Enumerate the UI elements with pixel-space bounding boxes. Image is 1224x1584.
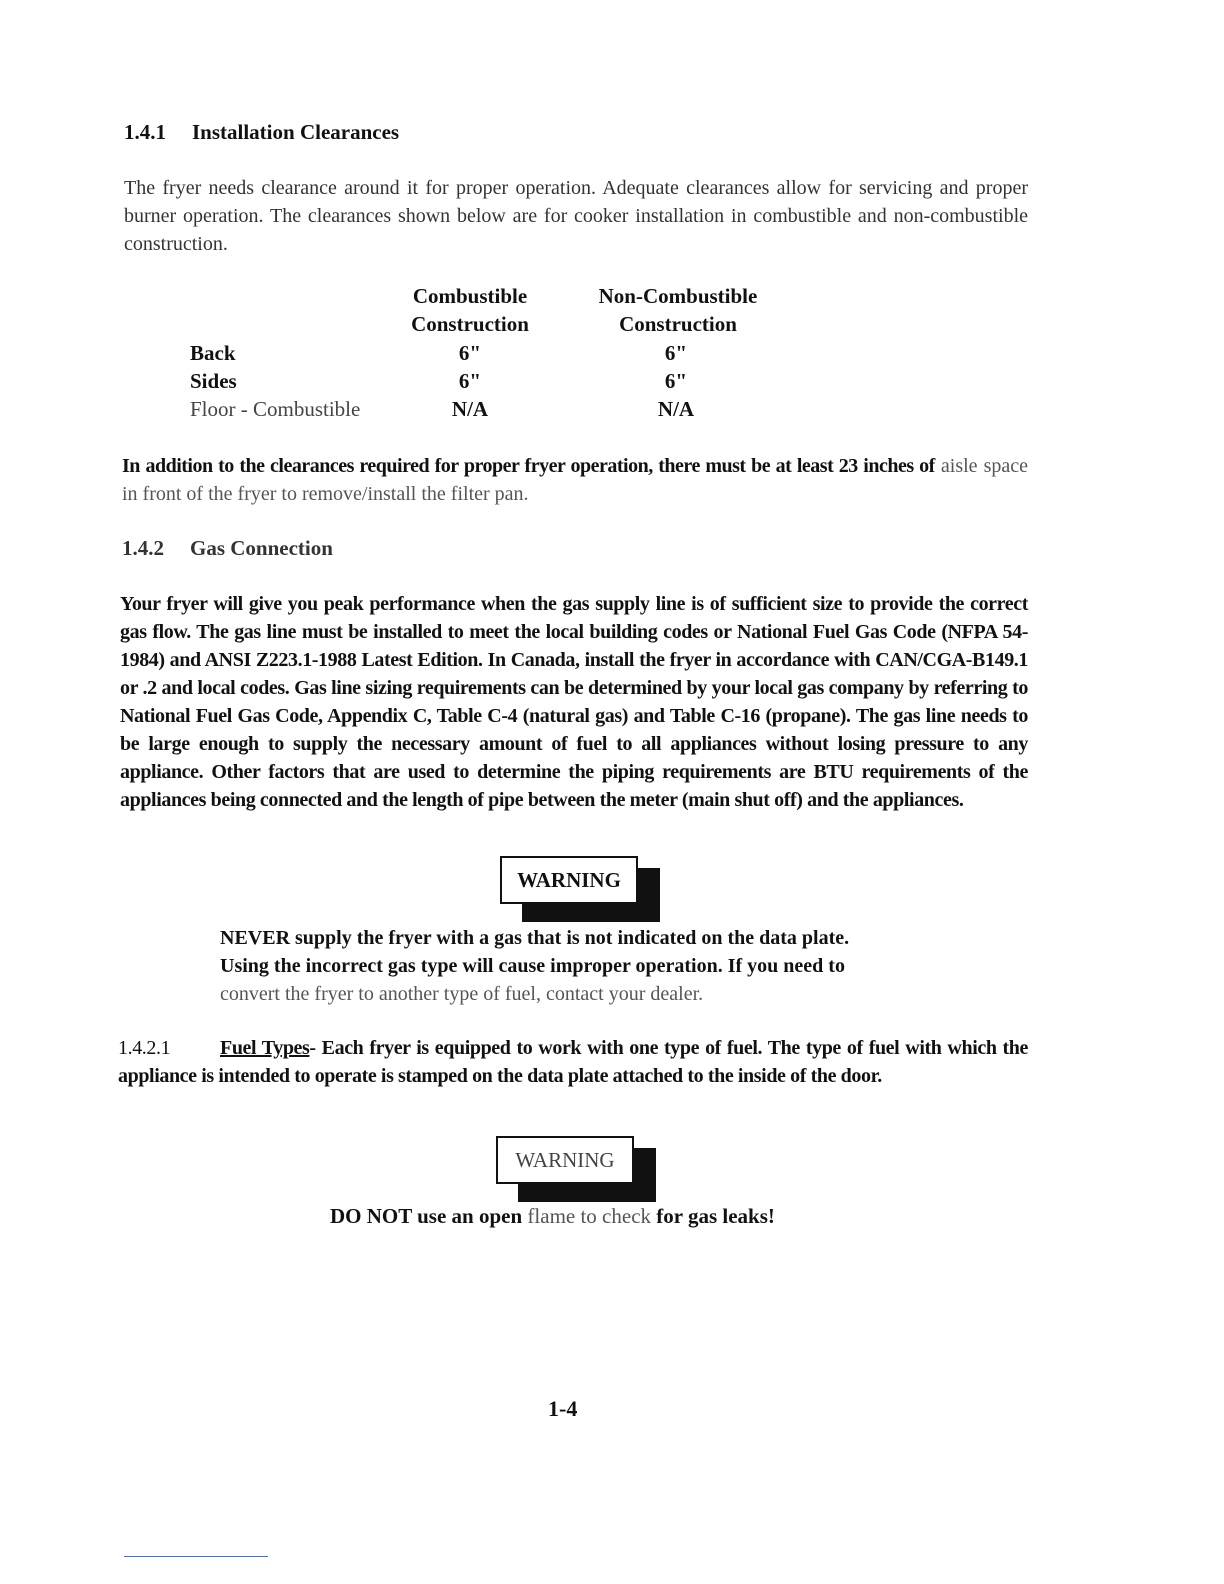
row-floor-noncombustible: N/A <box>657 397 695 421</box>
warning-2-part-a: DO NOT use an open <box>330 1204 523 1228</box>
section-number: 1.4.2 <box>122 536 164 560</box>
section-number: 1.4.2.1 <box>118 1037 171 1059</box>
row-label-floor: Floor - Combustible <box>190 397 361 421</box>
section-title: Gas Connection <box>190 536 333 560</box>
warning-1-line1: NEVER supply the fryer with a gas that is not indicated on the data plate. <box>220 927 850 949</box>
warning-1-line2: Using the incorrect gas type will cause improper operation. If you need to <box>220 955 845 977</box>
section-number: 1.4.1 <box>124 120 166 144</box>
warning-2-text <box>330 1202 775 1230</box>
row-sides-noncombustible: 6" <box>664 369 688 393</box>
fuel-types-title: Fuel Types <box>220 1037 310 1059</box>
warning-2-part-c: for gas leaks! <box>656 1204 775 1228</box>
row-label-sides: Sides <box>190 369 237 393</box>
row-back-noncombustible: 6" <box>664 341 688 365</box>
header-combustible-line1: Combustible <box>412 284 528 308</box>
header-noncombustible-line2: Construction <box>619 312 737 336</box>
warning-label: WARNING <box>500 856 638 904</box>
page-number: 1-4 <box>548 1396 578 1421</box>
gas-connection-paragraph: Your fryer will give you peak performance when the gas supply line is of sufficient size to provide the correct gas flow. The gas line must be installed to meet the local building codes or National Fuel Gas Code (NFPA 54-1984) and ANSI Z223.1-1988 Latest Edition. In Canada, install the fryer in accordance with CAN/CGA-B149.1 or .2 and local codes. Gas line sizing requirements can be determined by your local gas company by referring to National Fuel Gas Code, Appendix C, Table C-4 (natural gas) and Table C-16 (propane). The gas line needs to be large enough to supply the necessary amount of fuel to all appliances without losing pressure to any appliance. Other factors that are used to determine the piping requirements are BTU requirements of the appliances being connected and the length of pipe between the meter (main shut off) and the appliances. <box>120 593 1028 811</box>
warning-label: WARNING <box>496 1136 634 1184</box>
row-floor-combustible: N/A <box>451 397 489 421</box>
aisle-space-note <box>122 452 1028 508</box>
header-noncombustible-line1: Non-Combustible <box>598 284 758 308</box>
row-label-back: Back <box>190 341 236 365</box>
warning-1-text <box>220 924 849 1008</box>
warning-badge-2 <box>496 1136 656 1202</box>
section-title: Installation Clearances <box>192 120 400 144</box>
warning-badge-1 <box>500 856 660 922</box>
clearance-intro-paragraph: The fryer needs clearance around it for proper operation. Adequate clearances allow for servicing and proper burner operation. The clearances shown below are for cooker installation in combustible and non-combustible construction. <box>124 177 1028 255</box>
footer-rule <box>124 1556 268 1557</box>
row-sides-combustible: 6" <box>458 369 482 393</box>
fuel-types-body: - Each fryer is equipped to work with one type of fuel. The type of fuel with which the appliance is intended to operate is stamped on the data plate attached to the inside of the door. <box>118 1037 1028 1087</box>
warning-1-line3: convert the fryer to another type of fuel, contact your dealer. <box>220 983 704 1005</box>
row-back-combustible: 6" <box>458 341 482 365</box>
section-heading-1-4-1 <box>124 120 399 145</box>
aisle-note-light: aisle space in front of the fryer to remove/install the filter pan. <box>122 455 1028 505</box>
fuel-types-paragraph <box>118 1034 1028 1090</box>
aisle-note-bold: In addition to the clearances required for proper fryer operation, there must be at least 23 inches of <box>122 455 935 477</box>
header-combustible-line2: Construction <box>411 312 529 336</box>
warning-2-part-b: flame to check <box>527 1204 652 1228</box>
section-heading-1-4-2 <box>122 536 333 561</box>
